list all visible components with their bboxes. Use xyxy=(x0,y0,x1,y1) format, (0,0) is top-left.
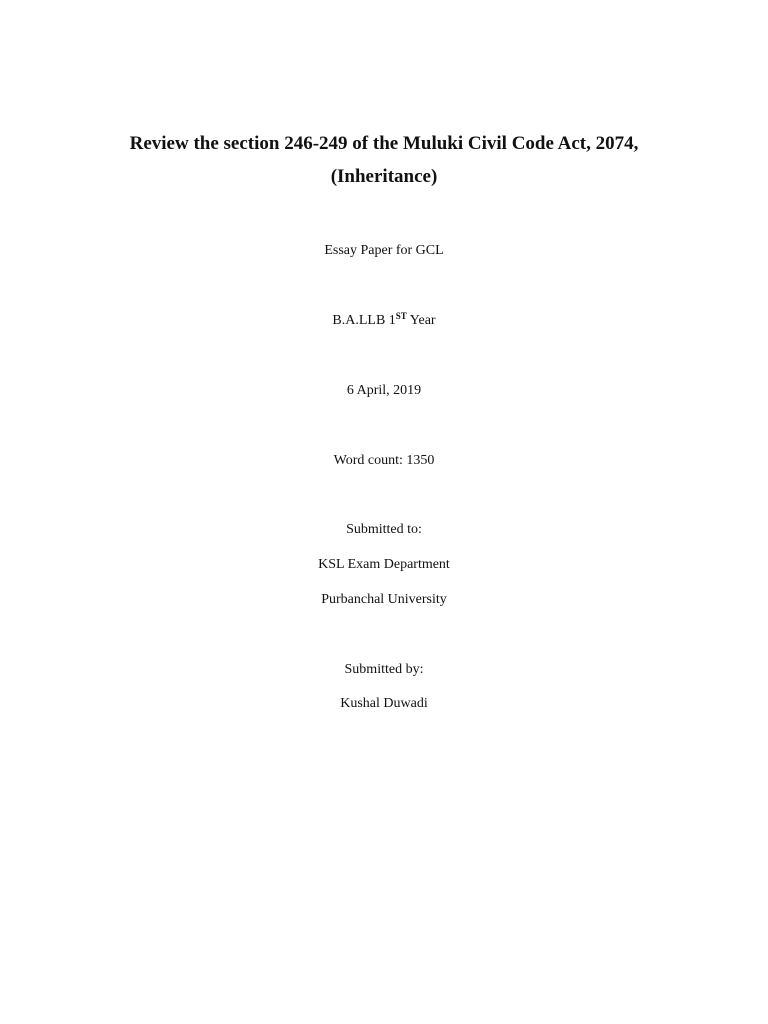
title-line-1: Review the section 246-249 of the Muluki Civil Code Act, 2074, xyxy=(129,133,639,154)
course-line xyxy=(0,312,768,330)
submission-date: 6 April, 2019 xyxy=(346,383,422,398)
submitted-by-label: Submitted by: xyxy=(344,662,424,677)
course-suffix: Year xyxy=(406,313,436,328)
course-prefix: B.A.LLB 1 xyxy=(332,313,396,328)
department-name: KSL Exam Department xyxy=(318,557,450,572)
course-superscript: ST xyxy=(395,311,407,321)
essay-label: Essay Paper for GCL xyxy=(324,243,444,258)
title-line-2: (Inheritance) xyxy=(330,166,438,187)
submitted-to-label: Submitted to: xyxy=(346,522,422,537)
word-count: Word count: 1350 xyxy=(333,453,435,468)
author-name: Kushal Duwadi xyxy=(340,696,428,711)
university-name: Purbanchal University xyxy=(321,592,447,607)
